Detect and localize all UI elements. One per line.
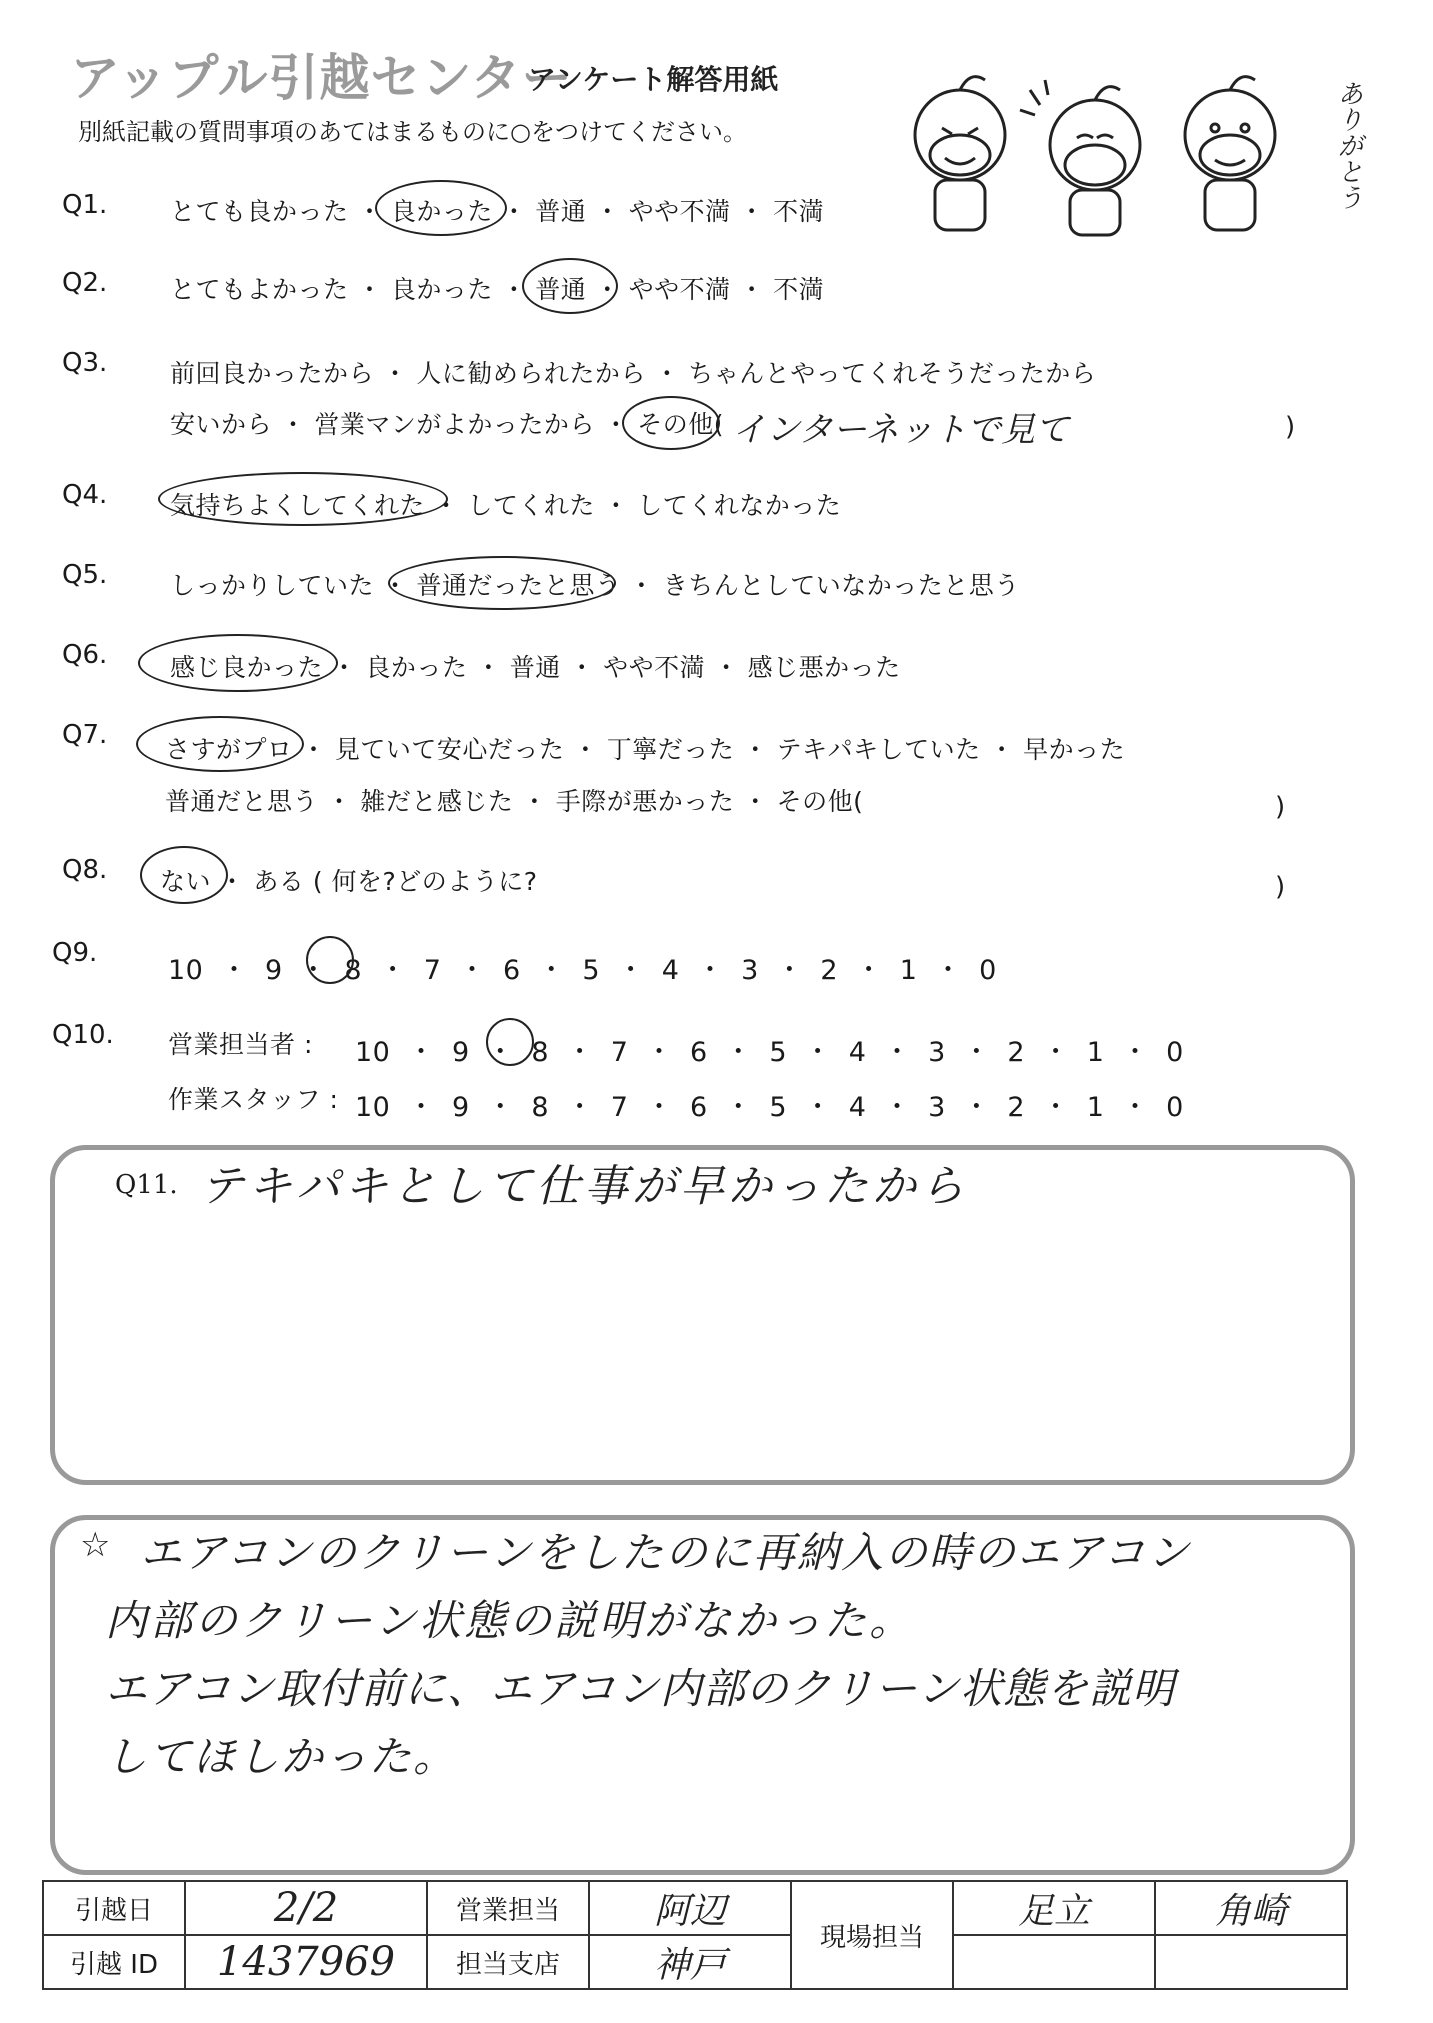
form-subtitle: アンケート解答用紙 <box>528 63 779 96</box>
comment-line-1: エアコンのクリーンをしたのに再納入の時のエアコン <box>140 1528 1191 1577</box>
q7-selection-circle <box>136 716 304 772</box>
site-staff-2: 角崎 <box>1155 1881 1347 1935</box>
q8-options: ない ・ ある ( 何を?どのように? <box>160 867 538 896</box>
q7-options-line1: さすがプロ ・ 見ていて安心だった ・ 丁寧だった ・ テキパキしていた ・ 早かった <box>165 735 1126 764</box>
q6-selection-circle <box>138 634 338 692</box>
instruction-text: 別紙記載の質問事項のあてはまるものに○をつけてください。 <box>78 118 747 146</box>
thanks-handwriting: ありがとう <box>1333 80 1363 210</box>
comment-line-2: 内部のクリーン状態の説明がなかった。 <box>105 1596 915 1645</box>
q4-options: 気持ちよくしてくれた ・ してくれた ・ してくれなかった <box>170 491 842 520</box>
q3-options-line2: 安いから ・ 営業マンがよかったから ・ その他( <box>170 410 725 439</box>
q9-selection-circle <box>306 936 354 984</box>
q3-options-line1: 前回良かったから ・ 人に勧められたから ・ ちゃんとやってくれそうだったから <box>170 359 1097 388</box>
q8-close-paren: ) <box>1275 872 1286 902</box>
q11-label: Q11. <box>115 1170 178 1200</box>
site-staff-blank-1 <box>953 1935 1155 1989</box>
comment-line-3: エアコン取付前に、エアコン内部のクリーン状態を説明 <box>105 1664 1175 1713</box>
q5-label: Q5. <box>62 560 108 590</box>
q8-selection-circle <box>140 846 228 904</box>
star-icon: ☆ <box>80 1525 111 1565</box>
q3-other-answer: インターネットで見て <box>732 410 1069 450</box>
q7-label: Q7. <box>62 720 108 750</box>
sales-name: 阿辺 <box>589 1881 791 1935</box>
q5-selection-circle <box>388 556 616 610</box>
q8-label: Q8. <box>62 855 108 885</box>
q10-staff-label: 作業スタッフ : <box>168 1085 339 1114</box>
q10-sales-label: 営業担当者 : <box>168 1030 313 1059</box>
q2-options: とてもよかった ・ 良かった ・ 普通 ・ やや不満 ・ 不満 <box>170 275 825 304</box>
q5-options: しっかりしていた ・ 普通だったと思う ・ きちんとしていなかったと思う <box>170 571 1020 600</box>
q4-selection-circle <box>158 472 448 526</box>
q3-label: Q3. <box>62 348 108 378</box>
q9-scale: 10 ・ 9 ・ 8 ・ 7 ・ 6 ・ 5 ・ 4 ・ 3 ・ 2 ・ 1 ・ 0 <box>168 955 997 986</box>
move-id-label: 引越 ID <box>43 1935 185 1989</box>
monkey-mascots-illustration <box>880 60 1340 250</box>
q7-close-paren: ) <box>1275 792 1286 822</box>
q6-label: Q6. <box>62 640 108 670</box>
q3-selection-circle <box>622 396 720 450</box>
q1-selection-circle <box>375 180 507 236</box>
branch-name: 神戸 <box>589 1935 791 1989</box>
company-title: アップル引越センター <box>70 49 573 107</box>
move-id-value: 1437969 <box>185 1935 427 1989</box>
q1-options: とても良かった ・ 良かった ・ 普通 ・ やや不満 ・ 不満 <box>170 197 825 226</box>
q6-options: 感じ良かった ・ 良かった ・ 普通 ・ やや不満 ・ 感じ悪かった <box>170 653 901 682</box>
q10-staff-scale: 10 ・ 9 ・ 8 ・ 7 ・ 6 ・ 5 ・ 4 ・ 3 ・ 2 ・ 1 ・ 0 <box>355 1092 1184 1123</box>
site-label: 現場担当 <box>791 1881 953 1989</box>
q2-label: Q2. <box>62 268 108 298</box>
q10-sales-selection-circle <box>486 1018 534 1066</box>
q9-label: Q9. <box>52 938 98 968</box>
move-date-value: 2/2 <box>185 1881 427 1935</box>
q11-answer: テキパキとして仕事が早かったから <box>200 1161 968 1212</box>
q10-sales-scale: 10 ・ 9 ・ 8 ・ 7 ・ 6 ・ 5 ・ 4 ・ 3 ・ 2 ・ 1 ・ 0 <box>355 1037 1184 1068</box>
sales-label: 営業担当 <box>427 1881 589 1935</box>
q7-options-line2: 普通だと思う ・ 雑だと感じた ・ 手際が悪かった ・ その他( <box>165 787 864 816</box>
site-staff-blank-2 <box>1155 1935 1347 1989</box>
move-date-label: 引越日 <box>43 1881 185 1935</box>
q10-label: Q10. <box>52 1020 114 1050</box>
site-staff-1: 足立 <box>953 1881 1155 1935</box>
q3-close-paren: ) <box>1285 412 1296 442</box>
q2-selection-circle <box>522 258 618 314</box>
q1-label: Q1. <box>62 190 108 220</box>
branch-label: 担当支店 <box>427 1935 589 1989</box>
move-info-table <box>42 1880 1348 1990</box>
comment-line-4: してほしかった。 <box>105 1732 458 1781</box>
q4-label: Q4. <box>62 480 108 510</box>
